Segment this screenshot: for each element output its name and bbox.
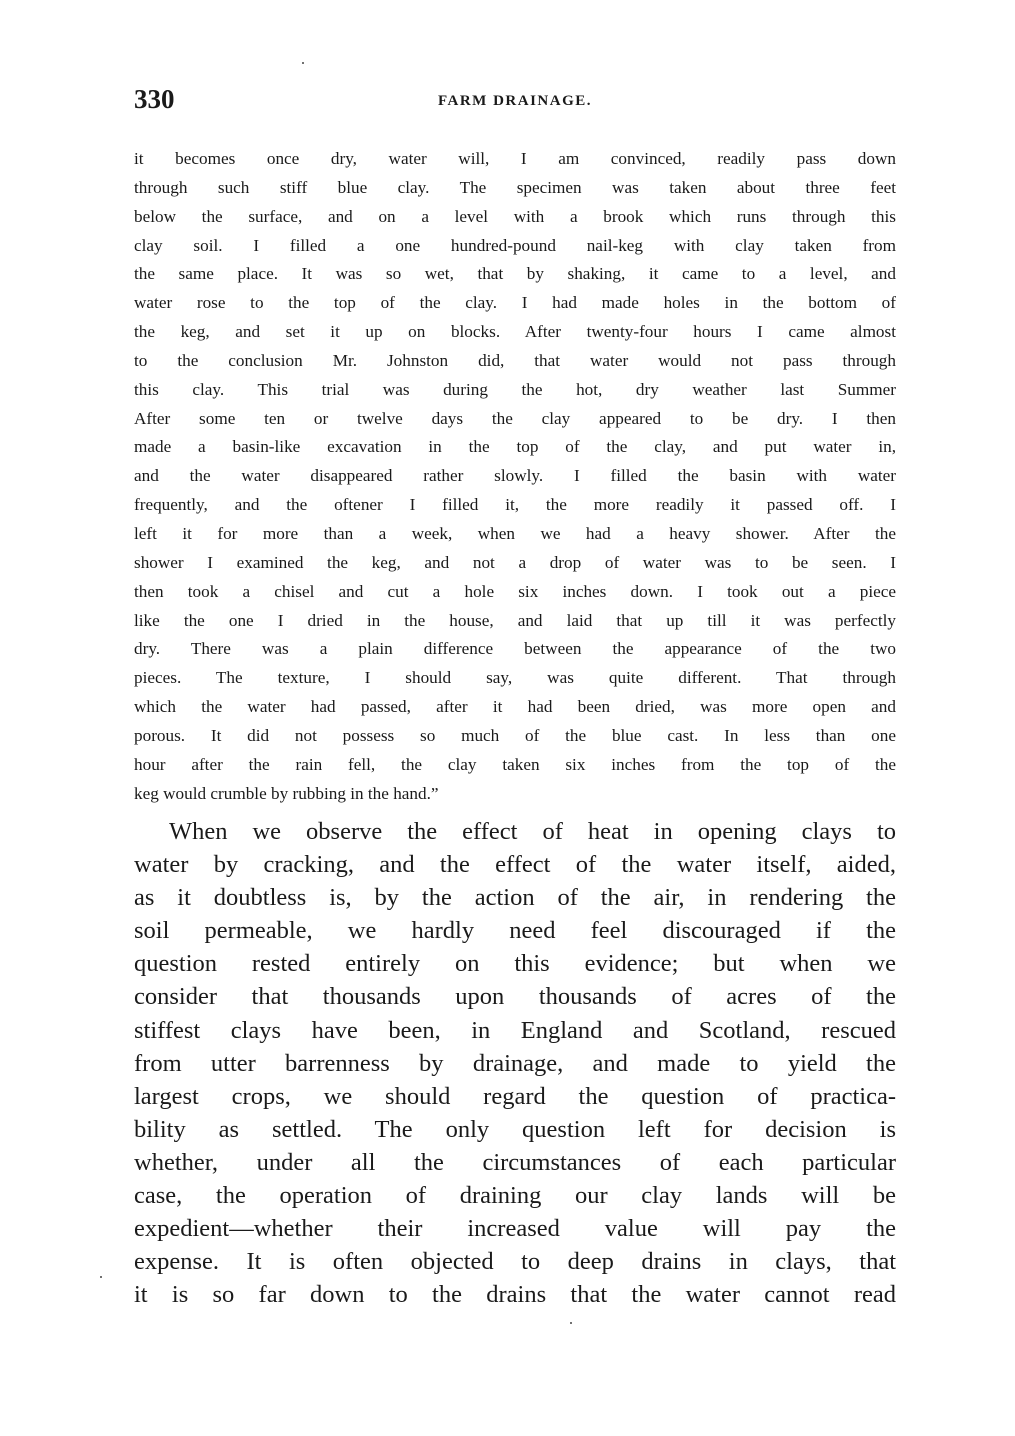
page-header xyxy=(134,84,896,118)
quote-line: frequently, and the oftener I filled it, the more readily it passed off. I xyxy=(134,495,896,515)
body-line: expense. It is often objected to deep drains in clays, that xyxy=(134,1248,896,1276)
quote-line: the keg, and set it up on blocks. After twenty-four hours I came almost xyxy=(134,322,896,342)
quote-line: porous. It did not possess so much of the blue cast. In less than one xyxy=(134,725,896,745)
quote-line: the same place. It was so wet, that by shaking, it came to a level, and xyxy=(134,264,896,284)
body-line: stiffest clays have been, in England and Scotland, rescued xyxy=(134,1016,896,1044)
quote-line: shower I examined the keg, and not a drop of water was to be seen. I xyxy=(134,552,896,572)
body-line: consider that thousands upon thousands of acres of the xyxy=(134,983,896,1011)
body-line: largest crops, we should regard the question of practica- xyxy=(134,1082,896,1110)
quote-line: below the surface, and on a level with a brook which runs through this xyxy=(134,206,896,226)
page-number: 330 xyxy=(134,84,175,114)
quote-line: through such stiff blue clay. The specimen was taken about three feet xyxy=(134,177,896,197)
quote-line: clay soil. I filled a one hundred-pound nail-keg with clay taken from xyxy=(134,235,896,255)
quote-line: to the conclusion Mr. Johnston did, that water would not pass through xyxy=(134,350,896,370)
quote-line: then took a chisel and cut a hole six inches down. I took out a piece xyxy=(134,581,896,601)
body-line: from utter barrenness by drainage, and made to yield the xyxy=(134,1049,896,1077)
print-speck xyxy=(570,1322,572,1324)
body-line: water by cracking, and the effect of the water itself, aided, xyxy=(134,851,896,879)
quote-line: it becomes once dry, water will, I am convinced, readily pass down xyxy=(134,149,896,168)
quote-line: water rose to the top of the clay. I had made holes in the bottom of xyxy=(134,293,896,313)
body-paragraph xyxy=(134,815,896,1311)
body-line: it is so far down to the drains that the water cannot read xyxy=(134,1281,896,1309)
quote-line: hour after the rain fell, the clay taken six inches from the top of the xyxy=(134,754,896,774)
quote-line: which the water had passed, after it had been dried, was more open and xyxy=(134,697,896,717)
body-line: case, the operation of draining our clay lands will be xyxy=(134,1182,896,1210)
quote-line: and the water disappeared rather slowly. I filled the basin with water xyxy=(134,466,896,486)
quote-line: keg would crumble by rubbing in the hand.” xyxy=(134,783,439,803)
quote-line: left it for more than a week, when we had a heavy shower. After the xyxy=(134,523,896,543)
body-line: whether, under all the circumstances of each particular xyxy=(134,1148,896,1176)
print-speck xyxy=(302,62,304,64)
quote-line: pieces. The texture, I should say, was quite different. That through xyxy=(134,668,896,688)
quote-line: this clay. This trial was during the hot, dry weather last Summer xyxy=(134,379,896,399)
body-line: question rested entirely on this evidence; but when we xyxy=(134,950,896,978)
print-speck xyxy=(100,1276,102,1278)
body-line: When we observe the effect of heat in opening clays to xyxy=(169,818,896,845)
quote-line: After some ten or twelve days the clay appeared to be dry. I then xyxy=(134,408,896,428)
quote-line: dry. There was a plain difference between the appearance of the two xyxy=(134,639,896,659)
body-line: as it doubtless is, by the action of the air, in rendering the xyxy=(134,884,896,912)
quote-line: like the one I dried in the house, and laid that up till it was perfectly xyxy=(134,610,896,630)
quoted-letter xyxy=(134,145,896,808)
body-line: soil permeable, we hardly need feel discouraged if the xyxy=(134,917,896,945)
body-line: bility as settled. The only question left for decision is xyxy=(134,1115,896,1143)
quote-line: made a basin-like excavation in the top of the clay, and put water in, xyxy=(134,437,896,457)
running-head: FARM DRAINAGE. xyxy=(437,93,593,109)
body-line: expedient—whether their increased value will pay the xyxy=(134,1215,896,1243)
